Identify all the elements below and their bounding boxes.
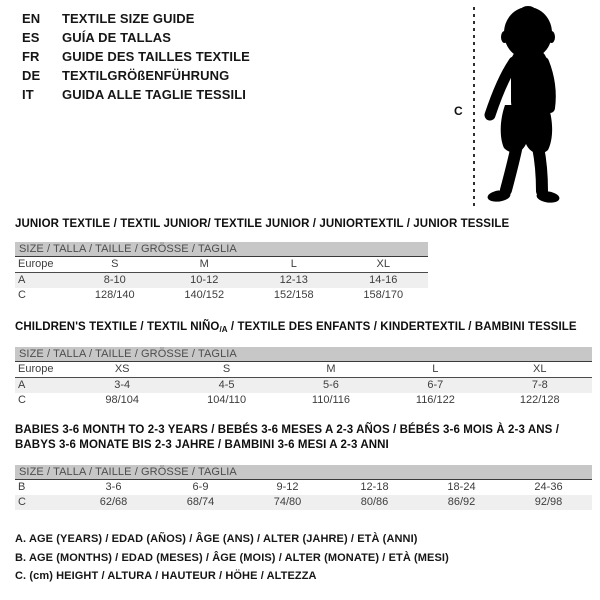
language-row <box>22 28 250 47</box>
footnote-a: A. AGE (YEARS) / EDAD (AÑOS) / ÂGE (ANS) / ALTER (JAHRE) / ETÀ (ANNI) <box>15 533 418 545</box>
size-header-bar: SIZE / TALLA / TAILLE / GRÖSSE / TAGLIA <box>15 242 428 257</box>
size-cell: 80/86 <box>331 495 418 510</box>
size-cell: 12-18 <box>360 481 389 493</box>
size-cell: 7-8 <box>488 378 592 394</box>
babies-title-line2: BABYS 3-6 MONATE BIS 2-3 JAHRE / BAMBINI 3-6 MESI A 2-3 ANNI <box>15 438 389 451</box>
size-cell: 8-10 <box>70 273 160 289</box>
size-cell: 122/128 <box>519 394 560 406</box>
language-code: EN <box>22 11 41 26</box>
row-label: B <box>18 481 26 493</box>
size-header-row <box>15 242 428 257</box>
language-code: ES <box>22 30 40 45</box>
row-label: C <box>18 289 26 301</box>
table-row <box>15 362 592 378</box>
size-cell: 110/116 <box>311 394 351 406</box>
size-cell: S <box>70 257 160 273</box>
language-label: GUIDE DES TAILLES TEXTILE <box>62 49 250 64</box>
size-cell: 3-6 <box>105 481 122 493</box>
children-title-subscript: /A <box>219 325 228 334</box>
size-cell: 104/110 <box>207 394 247 406</box>
size-cell: S <box>174 362 278 378</box>
size-cell: 10-12 <box>160 273 250 289</box>
size-cell: 128/140 <box>94 289 135 301</box>
footnote-b: B. AGE (MONTHS) / EDAD (MESES) / ÂGE (MOIS) / ALTER (MONATE) / ETÀ (MESI) <box>15 551 449 564</box>
footnote-c: C. (cm) HEIGHT / ALTURA / HAUTEUR / HÖHE / ALTEZZA <box>15 570 317 582</box>
toddler-silhouette-icon <box>483 5 568 207</box>
row-label: C <box>15 495 70 510</box>
children-size-table <box>15 347 592 408</box>
size-cell: 4-5 <box>174 378 278 394</box>
size-cell: 92/98 <box>505 495 592 510</box>
size-cell: 24-36 <box>534 481 563 493</box>
size-cell: XL <box>488 362 592 378</box>
size-cell: L <box>249 257 339 273</box>
size-cell: 6-7 <box>383 378 487 394</box>
row-label: Europe <box>15 257 70 273</box>
babies-table-title <box>15 423 559 452</box>
junior-table-title: JUNIOR TEXTILE / TEXTIL JUNIOR/ TEXTILE JUNIOR / JUNIORTEXTIL / JUNIOR TESSILE <box>15 218 510 230</box>
size-cell: 68/74 <box>157 495 244 510</box>
height-dashed-line <box>473 7 475 206</box>
size-cell: XL <box>339 257 429 273</box>
language-label: TEXTILGRÖßENFÜHRUNG <box>62 68 230 83</box>
size-cell: 18-24 <box>447 481 476 493</box>
row-label: A <box>15 273 70 289</box>
size-cell: 86/92 <box>418 495 505 510</box>
size-header-bar: SIZE / TALLA / TAILLE / GRÖSSE / TAGLIA <box>15 465 592 480</box>
size-cell: 12-13 <box>249 273 339 289</box>
size-header-row <box>15 347 592 362</box>
table-row <box>15 273 428 289</box>
language-row <box>22 9 250 28</box>
size-cell: 5-6 <box>279 378 383 394</box>
table-row <box>15 378 592 394</box>
height-marker-label: C <box>454 104 463 118</box>
language-code: DE <box>22 68 41 83</box>
junior-size-table <box>15 242 428 303</box>
size-cell: 9-12 <box>276 481 299 493</box>
size-cell: 158/170 <box>363 289 404 301</box>
size-header-row <box>15 465 592 480</box>
size-cell: 14-16 <box>339 273 429 289</box>
row-label: A <box>15 378 70 394</box>
footnote-legend <box>15 530 449 586</box>
language-label: TEXTILE SIZE GUIDE <box>62 11 195 26</box>
size-header-bar: SIZE / TALLA / TAILLE / GRÖSSE / TAGLIA <box>15 347 592 362</box>
size-cell: 152/158 <box>273 289 314 301</box>
table-row <box>15 495 592 510</box>
language-row <box>22 66 250 85</box>
language-label: GUÍA DE TALLAS <box>62 30 172 45</box>
language-title-list <box>22 9 250 104</box>
table-row <box>15 480 592 496</box>
children-table-title <box>15 320 577 338</box>
size-cell: 140/152 <box>184 289 225 301</box>
size-cell: 116/122 <box>415 394 455 406</box>
size-cell: 74/80 <box>244 495 331 510</box>
size-cell: 62/68 <box>70 495 157 510</box>
size-cell: 6-9 <box>192 481 209 493</box>
babies-title-line1: BABIES 3-6 MONTH TO 2-3 YEARS / BEBÉS 3-6 MESES A 2-3 AÑOS / BÉBÉS 3-6 MOIS À 2-3 ANS / <box>15 424 559 436</box>
row-label: Europe <box>15 362 70 378</box>
table-row <box>15 393 592 408</box>
size-cell: L <box>383 362 487 378</box>
language-row <box>22 47 250 66</box>
language-label: GUIDA ALLE TAGLIE TESSILI <box>62 87 247 102</box>
row-label: C <box>18 394 26 406</box>
table-row <box>15 257 428 273</box>
babies-size-table <box>15 465 592 510</box>
size-cell: M <box>279 362 383 378</box>
size-cell: 3-4 <box>70 378 174 394</box>
language-code: IT <box>22 87 34 102</box>
size-cell: M <box>160 257 250 273</box>
size-cell: XS <box>70 362 174 378</box>
language-code: FR <box>22 49 40 64</box>
size-cell: 98/104 <box>105 394 140 406</box>
table-row <box>15 288 428 303</box>
language-row <box>22 85 250 104</box>
children-title-suffix: / TEXTILE DES ENFANTS / KINDERTEXTIL / BAMBINI TESSILE <box>227 321 577 333</box>
children-title-prefix: CHILDREN'S TEXTILE / TEXTIL NIÑO <box>15 321 220 333</box>
